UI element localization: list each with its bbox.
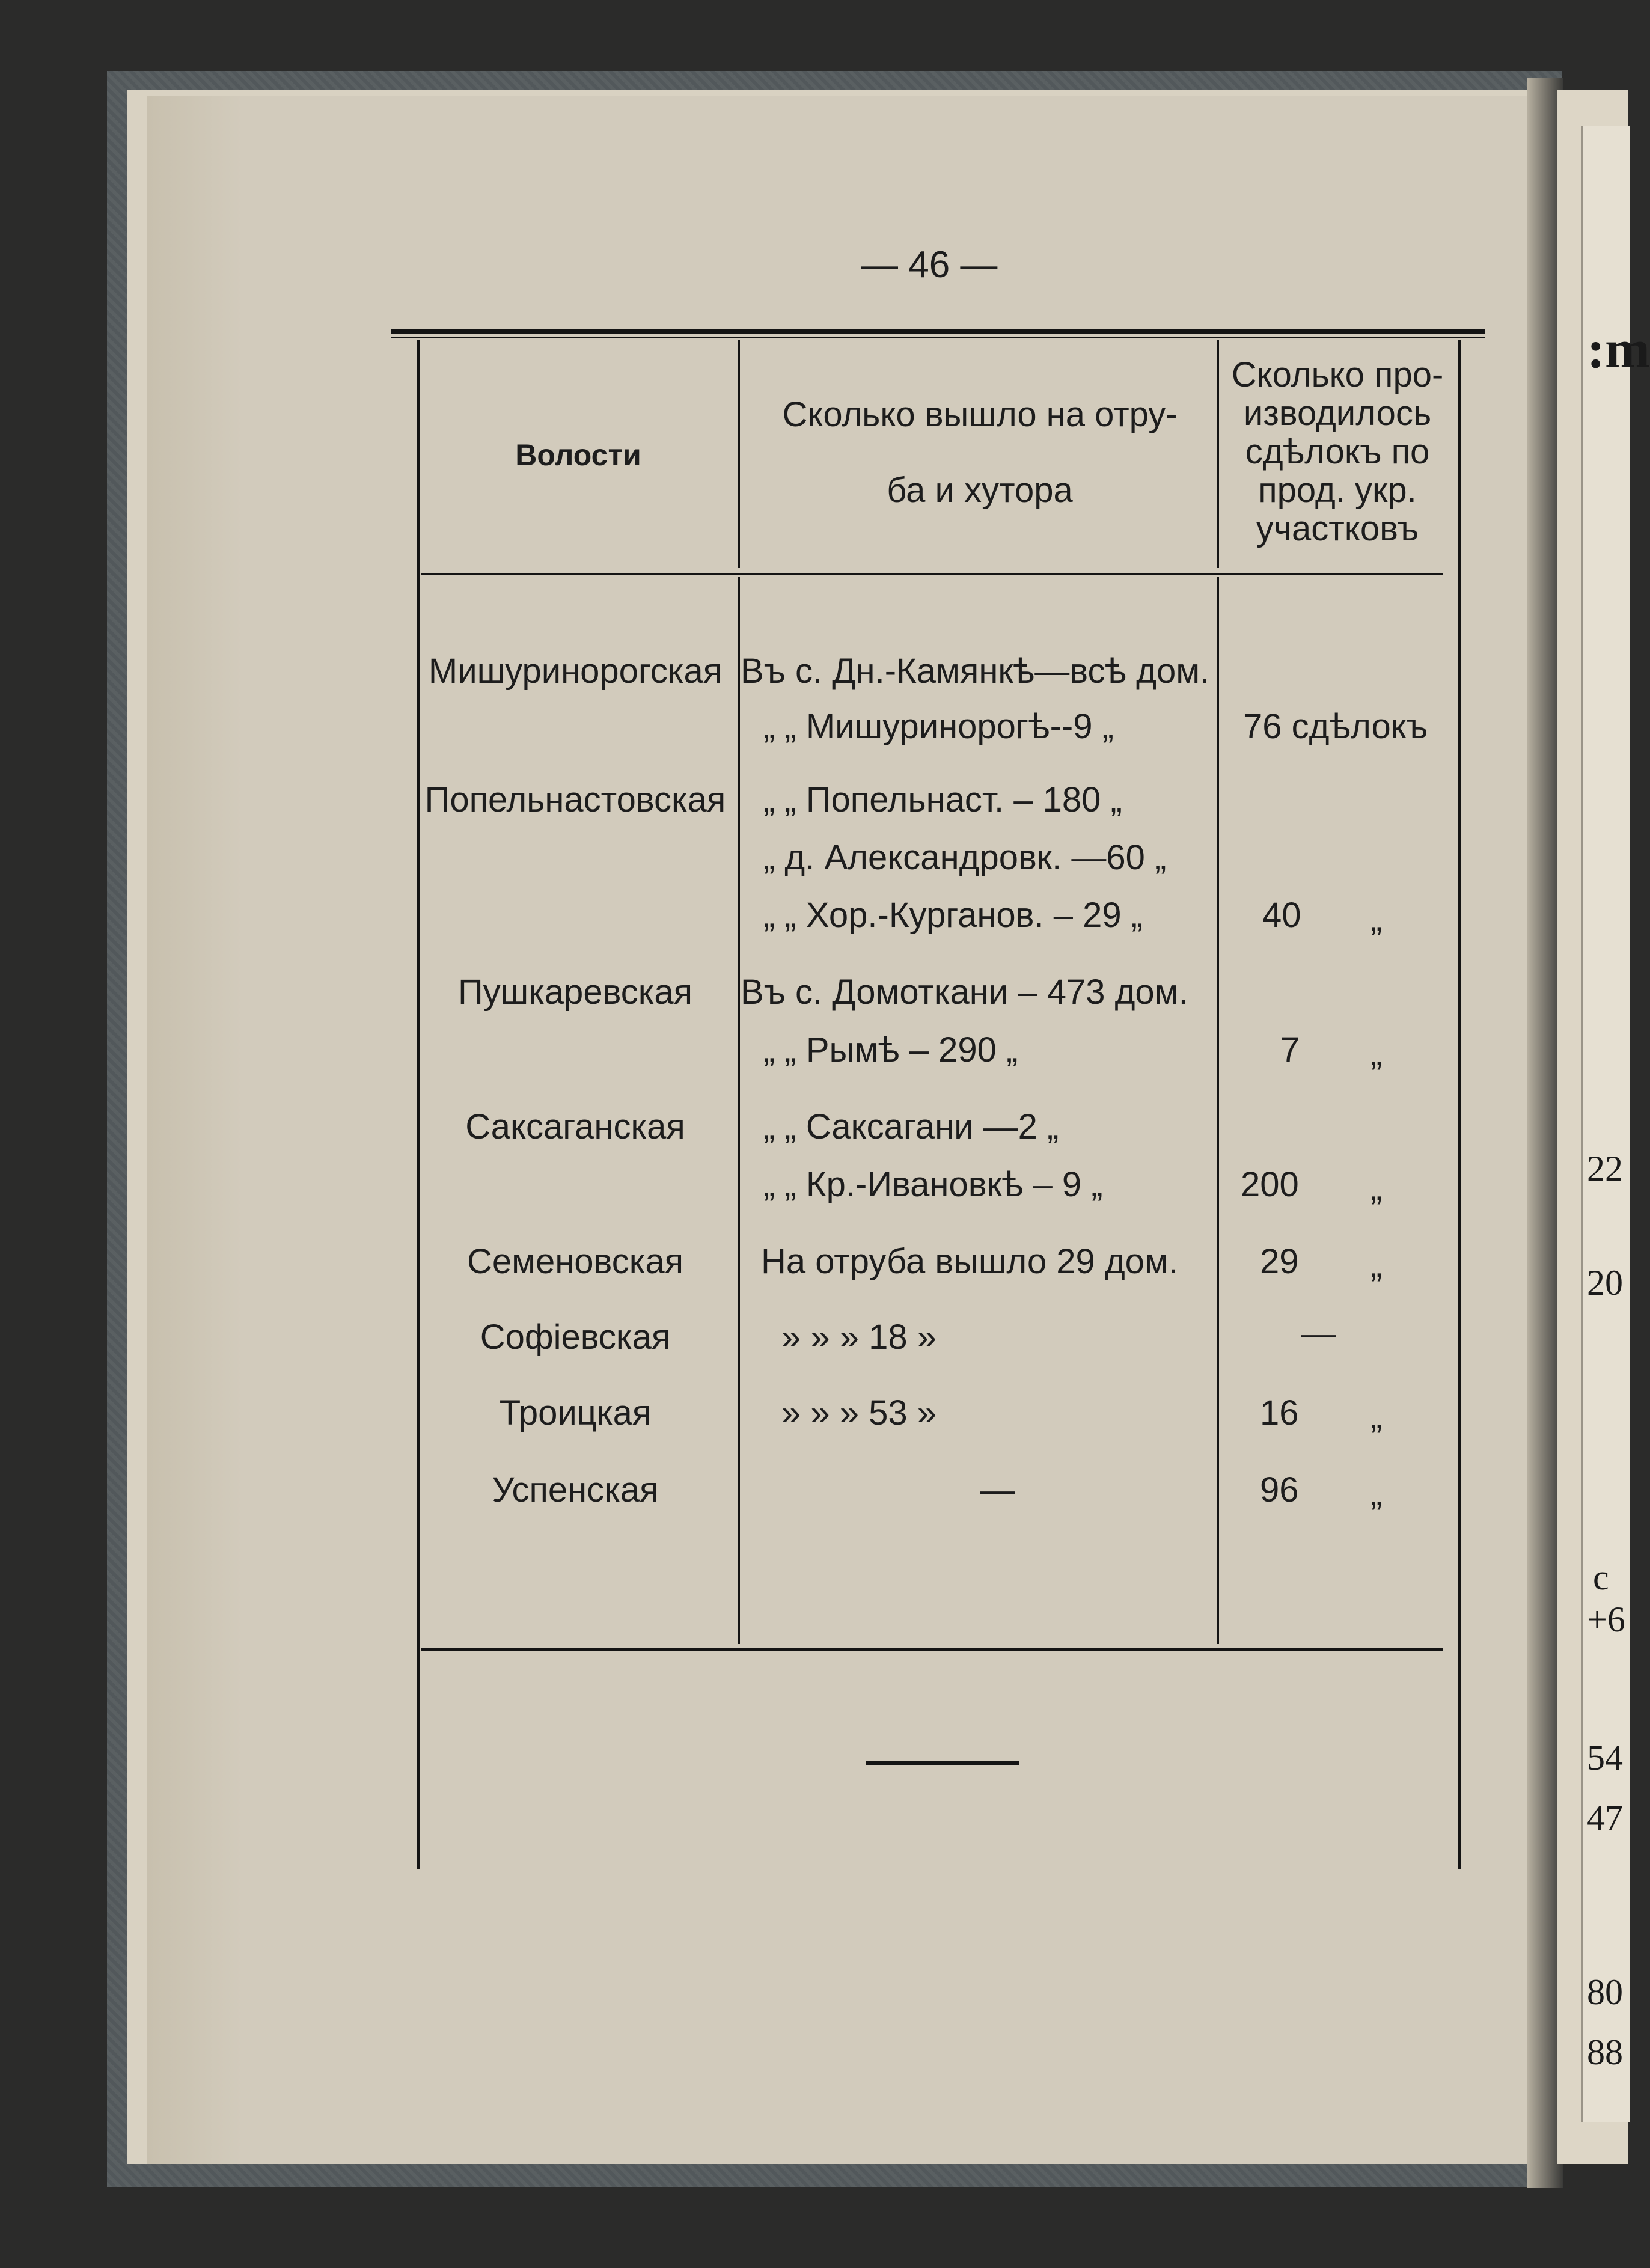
next-page-fragment: +6 — [1587, 1600, 1625, 1639]
header-sdelki-line: участковъ — [1256, 509, 1419, 548]
header-volosti: Волости — [515, 438, 641, 472]
ditto-mark: „ — [1370, 1169, 1383, 1208]
volost-name: Саксаганская — [465, 1107, 685, 1146]
sdelki-value: 29 — [1260, 1242, 1299, 1281]
ditto-mark: „ — [1370, 899, 1383, 938]
otruba-value: На отруба вышло 29 дом. — [761, 1242, 1178, 1281]
header-sdelki-line: прод. укр. — [1258, 471, 1417, 510]
sdelki-value: 96 — [1260, 1470, 1299, 1509]
otruba-value: — — [980, 1470, 1015, 1509]
header-sdelki — [1220, 356, 1455, 548]
table-bottom-rule — [421, 1648, 1443, 1651]
table-top-rule-thin — [391, 337, 1485, 338]
sdelki-value: 40 — [1262, 896, 1301, 935]
column-divider — [1217, 340, 1219, 568]
page-edge-shadow — [147, 96, 243, 2164]
next-page-fragment: 80 — [1587, 1972, 1623, 2012]
otruba-value: „ „ Кр.-Ивановкѣ – 9 „ — [763, 1165, 1103, 1204]
otruba-value: „ д. Александровк. —60 „ — [763, 838, 1167, 877]
header-sdelki-line: изводилось — [1243, 394, 1432, 433]
column-divider — [738, 340, 740, 568]
sdelki-value: 16 — [1260, 1393, 1299, 1432]
header-sdelki-line: сдѣлокъ по — [1245, 432, 1430, 471]
header-sdelki-line: Сколько про- — [1231, 355, 1444, 394]
otruba-value: „ „ Мишуринорогѣ--9 „ — [763, 707, 1114, 746]
next-page-fragment: 20 — [1587, 1263, 1623, 1303]
ditto-mark: „ — [1370, 1397, 1383, 1436]
sdelki-value: — — [1301, 1314, 1336, 1353]
header-otruba-line: ба и хутора — [887, 471, 1073, 510]
otruba-value: Въ с. Дн.-Камянкѣ—всѣ дом. — [741, 652, 1210, 691]
otruba-value: „ „ Саксагани —2 „ — [763, 1107, 1059, 1146]
sdelki-value: 7 — [1280, 1030, 1300, 1069]
otruba-value: Въ с. Домоткани – 473 дом. — [741, 973, 1188, 1012]
next-page-fragment: 54 — [1587, 1738, 1623, 1777]
next-page-fragment: c — [1593, 1557, 1609, 1597]
next-page-fragment: 47 — [1587, 1798, 1623, 1838]
sdelki-value: 76 сдѣлокъ — [1243, 707, 1428, 746]
next-page-fragment: :m — [1587, 320, 1650, 379]
header-otruba — [745, 396, 1214, 510]
ditto-mark: „ — [1370, 1034, 1383, 1073]
otruba-value: „ „ Попельнаст. – 180 „ — [763, 780, 1122, 819]
ditto-mark: „ — [1370, 1246, 1383, 1285]
column-divider — [1217, 577, 1219, 1644]
next-page-fragment: 88 — [1587, 2032, 1623, 2072]
table-right-border — [1458, 340, 1461, 1869]
table-left-border — [417, 340, 420, 1869]
volost-name: Софіевская — [480, 1318, 671, 1357]
next-page-fragment: 22 — [1587, 1149, 1623, 1188]
otruba-value: „ „ Хор.-Курганов. – 29 „ — [763, 896, 1143, 935]
table-top-rule — [391, 329, 1485, 334]
otruba-value: „ „ Рымѣ – 290 „ — [763, 1030, 1018, 1069]
page-number: — 46 — — [861, 244, 998, 286]
otruba-value: » » » 18 » — [781, 1318, 937, 1357]
sdelki-value: 200 — [1241, 1165, 1299, 1204]
volost-name: Мишуринорогская — [428, 652, 723, 691]
volost-name: Семеновская — [466, 1242, 684, 1281]
closing-rule — [866, 1761, 1019, 1765]
volost-name: Троицкая — [499, 1393, 652, 1432]
header-otruba-line: Сколько вышло на отру- — [782, 395, 1178, 434]
column-divider — [738, 577, 740, 1644]
ditto-mark: „ — [1370, 1474, 1383, 1513]
volost-name: Попельнастовская — [424, 780, 726, 819]
otruba-value: » » » 53 » — [781, 1393, 937, 1432]
header-bottom-rule — [421, 573, 1443, 575]
volost-name: Пушкаревская — [457, 973, 693, 1012]
volost-name: Успенская — [492, 1470, 659, 1509]
